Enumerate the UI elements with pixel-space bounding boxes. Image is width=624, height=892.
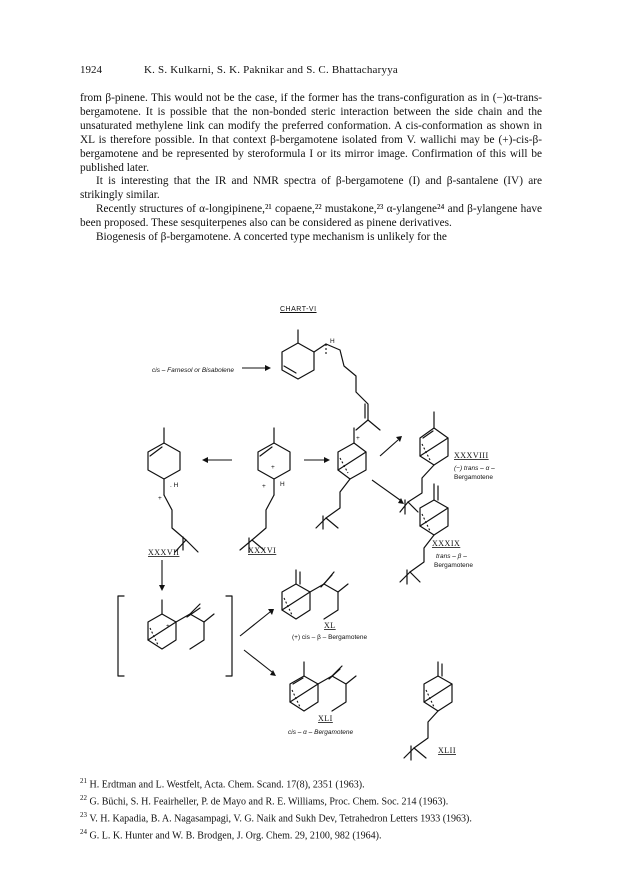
- pinane-cation: [316, 428, 366, 529]
- footnote-22: $^{22}$ G. Büchi, S. H. Feairheller, P. de Mayo and R. E. Williams, Proc. Chem. Soc. 214 (1963).: [80, 794, 449, 808]
- label-xlii: XLII: [438, 746, 456, 755]
- footnote-23: $^{23}$ V. H. Kapadia, B. A. Nagasampagi, V. G. Naik and Sukh Dev, Tetrahedron Letters 1933 (1963).: [80, 811, 472, 825]
- arrow-downright: [372, 480, 400, 500]
- footnotes: [80, 775, 560, 844]
- running-header-authors: K. S. Kulkarni, S. K. Paknikar and S. C. Bhattacharyya: [144, 64, 398, 76]
- molecule-xl: [282, 570, 348, 619]
- paragraph-structures: Recently structures of α-longipinene,²¹ copaene,²² mustakone,²³ α-ylangene²⁴ and β-ylangene have been proposed. These sesquiterpenes also can be considered as pinene derivatives.: [80, 203, 542, 230]
- molecule-xxxix: [400, 484, 448, 584]
- label-xxxviii: XXXVIII: [454, 451, 489, 460]
- label-xl: XL: [324, 621, 336, 630]
- arrow-upright: [380, 440, 398, 456]
- xli-name: cis – α – Bergamotene: [288, 729, 354, 736]
- h-label: H: [330, 338, 335, 345]
- svg-text:+: +: [262, 483, 266, 490]
- xxxviii-name-line1: (−) trans – α –: [454, 465, 495, 472]
- page-number: 1924: [80, 64, 102, 76]
- label-xxxvi: XXXVI: [248, 546, 277, 555]
- precursor-molecule: [282, 330, 380, 430]
- svg-text:. H: . H: [170, 482, 179, 489]
- chart-title: CHART-VI: [280, 306, 317, 313]
- footnote-21: $^{21}$ H. Erdtman and L. Westfelt, Acta. Chem. Scand. 17(8), 2351 (1963).: [80, 777, 365, 791]
- paragraph-biogenesis: Biogenesis of β-bergamotene. A concerted type mechanism is unlikely for the: [96, 231, 447, 244]
- molecule-xli: [290, 662, 356, 711]
- footnote-24: $^{24}$ G. L. K. Hunter and W. B. Brodgen, J. Org. Chem. 29, 2100, 982 (1964).: [80, 828, 382, 842]
- xxxix-name-line2: Bergamotene: [434, 562, 474, 569]
- xl-name: (+) cis – β – Bergamotene: [292, 634, 368, 641]
- arrow-to-xli: [244, 650, 272, 672]
- svg-text:+: +: [166, 623, 170, 630]
- svg-text:+: +: [271, 464, 275, 471]
- molecule-xxxviii: [400, 412, 448, 514]
- svg-text:H: H: [280, 481, 285, 488]
- svg-text:+: +: [356, 435, 360, 442]
- molecule-xxxvi: [240, 428, 290, 552]
- paragraph-continuation: from β-pinene. This would not be the case, if the former has the trans-configuration as in (−)α-trans-bergamotene. It is possible that the non-bonded steric interaction between the side chain and the unsaturated methylene link can modify the preferred conformation. A cis-conformation as shown in XL is therefore possible. In that context β-bergamotene isolated from V. wallichi may be (+)-cis-β-bergamotene and be represented by steroformula I or its mirror image. Confirmation of this will be published later.: [80, 92, 542, 174]
- start-material-label: cis – Farnesol or Bisabolene: [152, 367, 235, 374]
- bracketed-intermediate: [118, 596, 232, 676]
- label-xli: XLI: [318, 714, 333, 723]
- label-xxxix: XXXIX: [432, 539, 461, 548]
- molecule-xxxvii: [148, 428, 198, 552]
- arrowhead: [265, 365, 271, 371]
- arrow-to-xl: [240, 612, 270, 636]
- paragraph-spectra: It is interesting that the IR and NMR spectra of β-bergamotene (I) and β-santalene (IV) are strikingly similar.: [80, 175, 542, 202]
- xxxix-name-line1: trans – β –: [436, 553, 467, 560]
- svg-text:+: +: [158, 495, 162, 502]
- xxxviii-name-line2: Bergamotene: [454, 474, 494, 481]
- label-xxxvii: XXXVII: [148, 548, 180, 557]
